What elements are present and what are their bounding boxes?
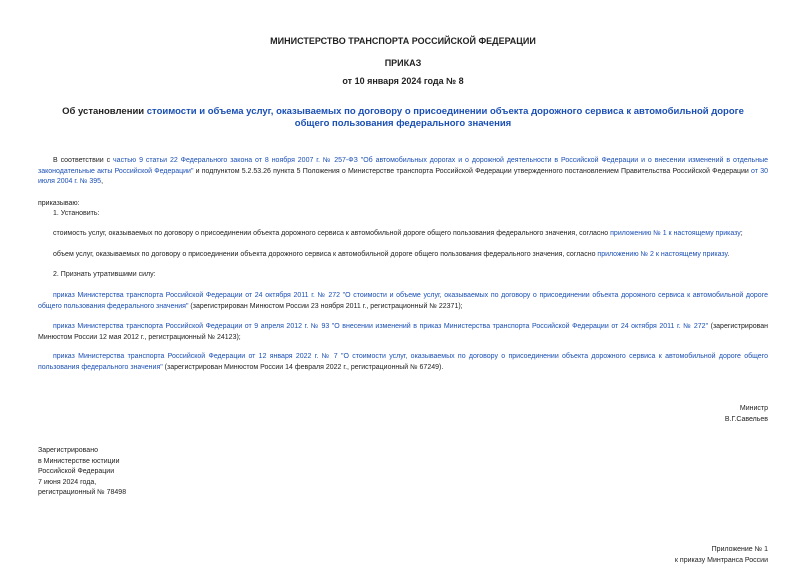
prikazyvayu-text: приказываю:	[38, 200, 80, 207]
preamble-paragraph	[38, 156, 768, 188]
signature-position: Министр	[739, 405, 768, 412]
item-2-heading: 2. Признать утратившими силу:	[53, 271, 156, 278]
doc-type-heading: ПРИКАЗ	[384, 58, 422, 68]
repealed-order-1-link[interactable]: приказ Министерства транспорта Российской Федерации от 24 октября 2011 г. № 272 "О стоимости и объеме услуг, оказываемых по договору о присоединении объекта дорожного сервиса к автомобильной дороге общего пользования федерального значения"	[38, 292, 768, 310]
registration-line-5: регистрационный № 78498	[38, 489, 127, 496]
date-number: от 10 января 2024 года № 8	[342, 76, 464, 86]
cost-end: ;	[740, 230, 743, 237]
repealed-order-1	[38, 291, 768, 312]
registration-line-2: в Министерстве юстиции	[38, 457, 120, 465]
volume-paragraph	[38, 250, 768, 261]
appendix-2-link[interactable]: приложению № 2 к настоящему приказу	[597, 251, 728, 258]
preamble-text-2: и подпунктом 5.2.53.26 пункта 5 Положения о Министерстве транспорта Российской Федерации утвержденного постановлением Правительства Российской Федерации	[193, 167, 752, 175]
repealed-order-2-text: (зарегистрирован Минюстом России 12 мая 2012 г., регистрационный № 24123);	[38, 323, 769, 341]
appendix-header	[675, 545, 768, 566]
repealed-order-1-text: (зарегистрирован Минюстом России 23 ноября 2011 г., регистрационный № 22371);	[188, 302, 463, 310]
appendix-line-2: к приказу Минтранса России	[674, 556, 768, 564]
repealed-order-3-text: (зарегистрирован Минюстом России 14 февраля 2022 г., регистрационный № 67249).	[162, 363, 444, 371]
repealed-order-3	[38, 352, 768, 373]
registration-line-1: Зарегистрировано	[38, 447, 98, 454]
law-link[interactable]: частью 9 статьи 22 Федерального закона от 8 ноября 2007 г. № 257-ФЗ "Об автомобильных дорогах и о дорожной деятельности в Российской Федерации и о внесении изменений в отдельные законодательные акты Российской Федерации"	[38, 157, 768, 175]
appendix-1-link[interactable]: приложению № 1 к настоящему приказу	[610, 230, 741, 237]
registration-line-3: Российской Федерации	[38, 468, 115, 475]
cost-text: стоимость услуг, оказываемых по договору о присоединении объекта дорожного сервиса к автомобильной дороге общего пользования федерального значения, согласно	[53, 230, 611, 237]
title-prefix: Об установлении	[62, 106, 147, 117]
repealed-order-2-link[interactable]: приказ Министерства транспорта Российской Федерации от 9 апреля 2012 г. № 93 "О внесении изменений в приказ Министерства транспорта Российской Федерации от 24 октября 2011 г. № 272"	[53, 323, 709, 330]
document-title	[58, 106, 748, 130]
volume-text: объем услуг, оказываемых по договору о присоединении объекта дорожного сервиса к автомобильной дороге общего пользования федерального значения, согласно	[53, 251, 598, 258]
signature-block	[725, 404, 768, 425]
cost-paragraph	[38, 229, 768, 240]
appendix-line-1: Приложение № 1	[711, 546, 768, 553]
registration-line-4: 7 июня 2024 года,	[38, 478, 97, 486]
item-1-heading: 1. Установить:	[53, 210, 100, 217]
volume-end: .	[727, 251, 730, 258]
ministry-heading: МИНИСТЕРСТВО ТРАНСПОРТА РОССИЙСКОЙ ФЕДЕРАЦИИ	[270, 36, 536, 46]
decree-link[interactable]: от 30 июля 2004 г. № 395	[38, 167, 768, 185]
preamble-text-1: В соответствии с	[53, 157, 114, 164]
repealed-order-3-link[interactable]: приказ Министерства транспорта Российской Федерации от 12 января 2022 г. № 7 "О стоимости услуг, оказываемых по договору о присоединении объекта дорожного сервиса к автомобильной дороге общего пользования федерального значения"	[38, 353, 768, 371]
signature-name: В.Г.Савельев	[724, 415, 768, 423]
repealed-order-2	[38, 322, 768, 343]
preamble-text-3: ,	[101, 178, 104, 185]
title-link[interactable]: стоимости и объема услуг, оказываемых по договору о присоединении объекта дорожного сервиса к автомобильной дороге общего пользования федерального значения	[146, 106, 744, 129]
registration-block	[38, 446, 126, 499]
